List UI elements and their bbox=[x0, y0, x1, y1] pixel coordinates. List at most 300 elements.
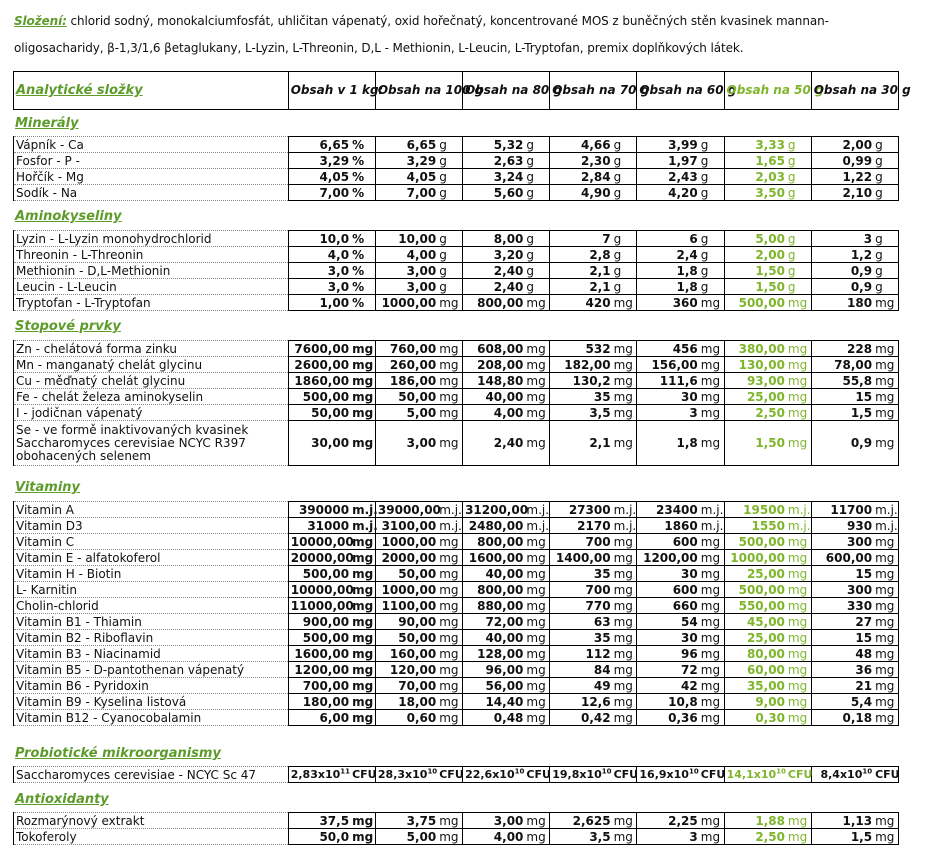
table-row bbox=[14, 829, 899, 845]
cell-unit: mg bbox=[874, 389, 898, 405]
table-row bbox=[14, 813, 899, 829]
cell-value: 1600,00 bbox=[463, 550, 526, 566]
cell-value: 3,24 bbox=[463, 169, 526, 185]
cell-unit: mg bbox=[525, 598, 549, 614]
cell-value: 1,8 bbox=[637, 421, 700, 466]
cell-value: 156,00 bbox=[637, 357, 700, 373]
cell-unit: mg bbox=[700, 630, 724, 646]
cell-unit: g bbox=[874, 185, 898, 201]
cell-unit: mg bbox=[351, 829, 375, 845]
cell-value: 6,00 bbox=[288, 710, 351, 726]
cell-unit: mg bbox=[438, 829, 462, 845]
cell-unit: mg bbox=[874, 357, 898, 373]
cell-unit: mg bbox=[438, 421, 462, 466]
cell-value: 1,50 bbox=[724, 421, 787, 466]
table-row bbox=[14, 534, 899, 550]
cell-value: 39000,00 bbox=[375, 502, 438, 518]
cell-unit: mg bbox=[525, 373, 549, 389]
cell-value: 4,00 bbox=[375, 247, 438, 263]
cell-value: 260,00 bbox=[375, 357, 438, 373]
cell-unit: g bbox=[525, 169, 549, 185]
cell-unit: mg bbox=[700, 614, 724, 630]
cell-value: 532 bbox=[550, 341, 613, 357]
cell-unit: mg bbox=[874, 694, 898, 710]
table-row bbox=[14, 263, 899, 279]
cell-value: 70,00 bbox=[375, 678, 438, 694]
cell-unit: mg bbox=[525, 662, 549, 678]
cell-unit: mg bbox=[874, 614, 898, 630]
cell-value: 23400 bbox=[637, 502, 700, 518]
cell-value: 1,8 bbox=[637, 279, 700, 295]
cell-value: 96,00 bbox=[463, 662, 526, 678]
cell-value: 35 bbox=[550, 630, 613, 646]
cell-value: 2,40 bbox=[463, 279, 526, 295]
cell-unit: mg bbox=[787, 373, 811, 389]
row-name: Vitamin H - Biotin bbox=[14, 566, 289, 582]
cell-value: 148,80 bbox=[463, 373, 526, 389]
cell-unit: mg bbox=[525, 582, 549, 598]
cell-unit: mg bbox=[438, 598, 462, 614]
cell-unit: mg bbox=[351, 598, 375, 614]
cell-value: 50,0 bbox=[288, 829, 351, 845]
cell-value: 42 bbox=[637, 678, 700, 694]
cell-value: 2,10 bbox=[811, 185, 874, 201]
cell-unit: mg bbox=[700, 405, 724, 421]
cell-unit: mg bbox=[351, 630, 375, 646]
table-row bbox=[14, 518, 899, 534]
cell-unit: mg bbox=[525, 710, 549, 726]
row-name: Cu - měďnatý chelát glycinu bbox=[14, 373, 289, 389]
cell-unit: mg bbox=[787, 582, 811, 598]
cell-unit: g bbox=[525, 247, 549, 263]
cell-value: 7 bbox=[550, 231, 613, 247]
cell-unit: g bbox=[700, 169, 724, 185]
cell-value: 10,8 bbox=[637, 694, 700, 710]
cell-unit: mg bbox=[351, 813, 375, 829]
cell-unit: g bbox=[787, 263, 811, 279]
cell-value: 5,00 bbox=[375, 829, 438, 845]
cell-unit: mg bbox=[874, 405, 898, 421]
cell-unit: mg bbox=[351, 646, 375, 662]
cell-value: 40,00 bbox=[463, 389, 526, 405]
cell-value: 50,00 bbox=[375, 630, 438, 646]
cell-unit: CFU bbox=[613, 767, 639, 781]
cell-unit: mg bbox=[351, 405, 375, 421]
cell-unit: mg bbox=[700, 373, 724, 389]
cell-value: 3,33 bbox=[724, 137, 787, 153]
cell-unit: mg bbox=[700, 710, 724, 726]
cell-value: 2,50 bbox=[724, 405, 787, 421]
cell-unit: mg bbox=[613, 813, 637, 829]
row-name: Vitamin A bbox=[14, 502, 289, 518]
cell-value: 2,4 bbox=[637, 247, 700, 263]
cell-value: 4,20 bbox=[637, 185, 700, 201]
cell-unit: mg bbox=[787, 341, 811, 357]
cell-value: 7600,00 bbox=[288, 341, 351, 357]
row-name: Methionin - D,L-Methionin bbox=[14, 263, 289, 279]
cell-value: $19,8x10^{10}$ bbox=[550, 767, 613, 783]
cell-value: 0,36 bbox=[637, 710, 700, 726]
cell-value: $22,6x10^{10}$ bbox=[463, 767, 526, 783]
table-row bbox=[14, 710, 899, 726]
cell-value: 1,5 bbox=[811, 405, 874, 421]
cell-unit: mg bbox=[613, 405, 637, 421]
cell-value: 180,00 bbox=[288, 694, 351, 710]
cell-value: 760,00 bbox=[375, 341, 438, 357]
cell-unit: mg bbox=[613, 598, 637, 614]
cell-unit: mg bbox=[438, 389, 462, 405]
cell-value: 84 bbox=[550, 662, 613, 678]
cell-value: 800,00 bbox=[463, 534, 526, 550]
cell-value: 1,22 bbox=[811, 169, 874, 185]
row-name: Saccharomyces cerevisiae - NCYC Sc 47 bbox=[14, 767, 289, 783]
cell-unit: mg bbox=[438, 662, 462, 678]
row-name: Tryptofan - L-Tryptofan bbox=[14, 295, 289, 311]
cell-value: 500,00 bbox=[288, 566, 351, 582]
cell-value: 30 bbox=[637, 630, 700, 646]
cell-value: 550,00 bbox=[724, 598, 787, 614]
cell-value: 0,9 bbox=[811, 421, 874, 466]
cell-unit: g bbox=[438, 279, 462, 295]
cell-value: 19500 bbox=[724, 502, 787, 518]
cell-value: 4,0 bbox=[288, 247, 351, 263]
cell-value: 27300 bbox=[550, 502, 613, 518]
cell-value: 2,00 bbox=[724, 247, 787, 263]
cell-unit: mg bbox=[613, 646, 637, 662]
cell-unit: mg bbox=[525, 630, 549, 646]
cell-value: 1400,00 bbox=[550, 550, 613, 566]
cell-unit: mg bbox=[874, 598, 898, 614]
cell-value: 10000,00 bbox=[288, 582, 351, 598]
cell-unit: g bbox=[787, 153, 811, 169]
cell-unit: mg bbox=[613, 630, 637, 646]
cell-value: 111,6 bbox=[637, 373, 700, 389]
cell-unit: mg bbox=[787, 421, 811, 466]
cell-unit: mg bbox=[438, 678, 462, 694]
cell-unit: mg bbox=[525, 646, 549, 662]
col-header-60g: Obsah na 60 g bbox=[637, 72, 724, 110]
cell-unit: mg bbox=[874, 646, 898, 662]
cell-value: 2,30 bbox=[550, 153, 613, 169]
cell-unit: mg bbox=[438, 710, 462, 726]
table-row bbox=[14, 231, 899, 247]
col-header-50g: Obsah na 50 g bbox=[724, 72, 811, 110]
cell-value: 50,00 bbox=[288, 405, 351, 421]
cell-unit: mg bbox=[874, 813, 898, 829]
cell-unit: CFU bbox=[352, 767, 377, 781]
row-name: Vitamin E - alfatokoferol bbox=[14, 550, 289, 566]
cell-unit: m.j. bbox=[526, 502, 550, 517]
cell-unit: mg bbox=[613, 550, 637, 566]
cell-value: 3,29 bbox=[375, 153, 438, 169]
cell-unit: CFU bbox=[700, 767, 726, 781]
row-name: Vitamin B5 - D-pantothenan vápenatý bbox=[14, 662, 289, 678]
cell-value: 31200,00 bbox=[463, 502, 526, 518]
cell-value: 3,50 bbox=[724, 185, 787, 201]
cell-unit: g bbox=[700, 231, 724, 247]
cell-unit: mg bbox=[700, 357, 724, 373]
cell-value: 800,00 bbox=[463, 582, 526, 598]
cell-unit: mg bbox=[613, 662, 637, 678]
cell-unit: % bbox=[351, 137, 375, 153]
amino-acids-table bbox=[13, 230, 899, 311]
cell-unit: mg bbox=[613, 614, 637, 630]
cell-unit: mg bbox=[787, 534, 811, 550]
cell-value: 500,00 bbox=[288, 630, 351, 646]
cell-value: $8,4x10^{10}$ bbox=[811, 767, 874, 783]
cell-unit: g bbox=[700, 185, 724, 201]
table-row bbox=[14, 153, 899, 169]
section-title-stopove: Stopové prvky bbox=[15, 319, 121, 334]
cell-unit: CFU bbox=[787, 767, 813, 781]
cell-value: 1200,00 bbox=[637, 550, 700, 566]
cell-unit: g bbox=[874, 153, 898, 169]
cell-value: 6,65 bbox=[375, 137, 438, 153]
cell-value: 25,00 bbox=[724, 630, 787, 646]
cell-value: 112 bbox=[550, 646, 613, 662]
cell-value: 1000,00 bbox=[375, 582, 438, 598]
cell-unit: g bbox=[525, 279, 549, 295]
table-row bbox=[14, 373, 899, 389]
cell-unit: mg bbox=[525, 421, 549, 466]
row-name: Vitamin D3 bbox=[14, 518, 289, 534]
cell-unit: g bbox=[613, 153, 637, 169]
antioxidants-table bbox=[13, 812, 899, 845]
cell-unit: mg bbox=[874, 550, 898, 566]
table-row bbox=[14, 137, 899, 153]
cell-unit: mg bbox=[351, 694, 375, 710]
cell-value: $2,83x10^{11}$ bbox=[288, 767, 351, 783]
cell-unit: mg bbox=[700, 694, 724, 710]
cell-value: 37,5 bbox=[288, 813, 351, 829]
cell-value: 96 bbox=[637, 646, 700, 662]
cell-unit: % bbox=[351, 247, 375, 263]
cell-unit: mg bbox=[613, 421, 637, 466]
cell-unit: % bbox=[351, 185, 375, 201]
cell-value: 40,00 bbox=[463, 630, 526, 646]
cell-value: 0,60 bbox=[375, 710, 438, 726]
cell-value: 1,8 bbox=[637, 263, 700, 279]
cell-unit: g bbox=[787, 279, 811, 295]
cell-unit: mg bbox=[525, 829, 549, 845]
cell-unit: mg bbox=[787, 646, 811, 662]
col-header-70g: Obsah na 70 g bbox=[550, 72, 637, 110]
row-name: Vitamin B12 - Cyanocobalamin bbox=[14, 710, 289, 726]
cell-value: 3,20 bbox=[463, 247, 526, 263]
cell-value: 600,00 bbox=[811, 550, 874, 566]
cell-unit: mg bbox=[874, 678, 898, 694]
header-table bbox=[13, 71, 911, 110]
cell-unit: mg bbox=[438, 646, 462, 662]
row-name: Vitamin C bbox=[14, 534, 289, 550]
minerals-table bbox=[13, 136, 899, 201]
cell-value: 2480,00 bbox=[463, 518, 526, 534]
cell-unit: mg bbox=[438, 341, 462, 357]
cell-unit: m.j. bbox=[875, 502, 898, 517]
cell-unit: mg bbox=[613, 534, 637, 550]
cell-unit: g bbox=[874, 247, 898, 263]
exponent: 10 bbox=[601, 766, 612, 775]
section-title-mineraly: Minerály bbox=[15, 116, 79, 131]
cell-unit: mg bbox=[613, 357, 637, 373]
cell-unit: m.j. bbox=[700, 518, 724, 533]
cell-unit: mg bbox=[787, 405, 811, 421]
cell-value: 0,99 bbox=[811, 153, 874, 169]
cell-value: 1100,00 bbox=[375, 598, 438, 614]
cell-value: 20000,00 bbox=[288, 550, 351, 566]
cell-value: 700 bbox=[550, 534, 613, 550]
row-name: Cholin-chlorid bbox=[14, 598, 289, 614]
table-row bbox=[14, 247, 899, 263]
cell-unit: mg bbox=[874, 829, 898, 845]
cell-unit: g bbox=[613, 279, 637, 295]
cell-value: 25,00 bbox=[724, 389, 787, 405]
cell-unit: mg bbox=[351, 341, 375, 357]
row-name: L- Karnitin bbox=[14, 582, 289, 598]
cell-unit: CFU bbox=[439, 767, 464, 781]
cell-unit: m.j. bbox=[875, 518, 898, 533]
cell-value: 30 bbox=[637, 566, 700, 582]
cell-unit: mg bbox=[613, 829, 637, 845]
row-name: Se - ve formě inaktivovaných kvasinek Saccharomyces cerevisiae NCYC R397 obohacených selenem bbox=[14, 421, 289, 466]
cell-unit: mg bbox=[351, 389, 375, 405]
cell-value: 50,00 bbox=[375, 566, 438, 582]
cell-value: 4,00 bbox=[463, 405, 526, 421]
cell-unit: mg bbox=[351, 614, 375, 630]
cell-unit: mg bbox=[874, 582, 898, 598]
cell-value: 182,00 bbox=[550, 357, 613, 373]
cell-unit: g bbox=[438, 263, 462, 279]
row-name: Vápník - Ca bbox=[14, 137, 289, 153]
exponent: 11 bbox=[340, 766, 351, 775]
cell-value: 0,9 bbox=[811, 279, 874, 295]
cell-unit: mg bbox=[525, 295, 549, 311]
cell-unit: mg bbox=[351, 678, 375, 694]
cell-value: 2170 bbox=[550, 518, 613, 534]
cell-value: 3,0 bbox=[288, 263, 351, 279]
cell-unit: mg bbox=[438, 373, 462, 389]
cell-value: 45,00 bbox=[724, 614, 787, 630]
composition-body: chlorid sodný, monokalciumfosfát, uhličitan vápenatý, oxid hořečnatý, koncentrované MOS z buněčných stěn kvasinek mannan-oligosacharidy, β-1,3/1,6 βetaglukany, L-Lyzin, L-Threonin, D,L - Methionin, L-Leucin, L-Tryptofan, premix doplňkových látek. bbox=[14, 14, 829, 55]
cell-value: 0,48 bbox=[463, 710, 526, 726]
cell-unit: mg bbox=[438, 813, 462, 829]
composition-label: Složení: bbox=[14, 14, 67, 28]
cell-unit: mg bbox=[874, 710, 898, 726]
cell-unit: g bbox=[613, 247, 637, 263]
cell-value: 35 bbox=[550, 389, 613, 405]
row-name: Vitamin B3 - Niacinamid bbox=[14, 646, 289, 662]
cell-value: 3,29 bbox=[288, 153, 351, 169]
cell-unit: mg bbox=[700, 646, 724, 662]
cell-unit: g bbox=[438, 137, 462, 153]
cell-value: 10000,00 bbox=[288, 534, 351, 550]
cell-value: 54 bbox=[637, 614, 700, 630]
cell-value: 5,60 bbox=[463, 185, 526, 201]
cell-unit: mg bbox=[351, 373, 375, 389]
row-name: Leucin - L-Leucin bbox=[14, 279, 289, 295]
cell-unit: mg bbox=[613, 341, 637, 357]
table-row bbox=[14, 767, 899, 783]
cell-value: 7,00 bbox=[288, 185, 351, 201]
cell-unit: mg bbox=[874, 630, 898, 646]
exponent: 10 bbox=[688, 766, 699, 775]
cell-unit: mg bbox=[787, 614, 811, 630]
cell-unit: g bbox=[700, 247, 724, 263]
cell-value: 3100,00 bbox=[375, 518, 438, 534]
table-row bbox=[14, 295, 899, 311]
col-header-80g: Obsah na 80 g bbox=[463, 72, 550, 110]
cell-unit: mg bbox=[700, 813, 724, 829]
cell-value: 15 bbox=[811, 566, 874, 582]
cell-value: 3,99 bbox=[637, 137, 700, 153]
cell-value: 9,00 bbox=[724, 694, 787, 710]
cell-value: 4,00 bbox=[463, 829, 526, 845]
cell-unit: mg bbox=[438, 534, 462, 550]
cell-value: 18,00 bbox=[375, 694, 438, 710]
cell-unit: g bbox=[613, 263, 637, 279]
cell-unit: mg bbox=[700, 829, 724, 845]
cell-value: 300 bbox=[811, 582, 874, 598]
cell-unit: m.j. bbox=[352, 502, 378, 517]
cell-unit: mg bbox=[787, 295, 811, 311]
cell-unit: mg bbox=[438, 614, 462, 630]
cell-unit: % bbox=[351, 153, 375, 169]
cell-value: 1,65 bbox=[724, 153, 787, 169]
cell-value: 500,00 bbox=[288, 389, 351, 405]
cell-value: 5,4 bbox=[811, 694, 874, 710]
cell-value: 11700 bbox=[811, 502, 874, 518]
cell-value: 186,00 bbox=[375, 373, 438, 389]
cell-value: 1,13 bbox=[811, 813, 874, 829]
cell-value: 2,25 bbox=[637, 813, 700, 829]
cell-value: 1200,00 bbox=[288, 662, 351, 678]
row-name: Threonin - L-Threonin bbox=[14, 247, 289, 263]
cell-value: 500,00 bbox=[724, 295, 787, 311]
cell-unit: m.j. bbox=[352, 518, 378, 533]
cell-unit: mg bbox=[700, 550, 724, 566]
cell-unit: g bbox=[874, 279, 898, 295]
cell-value: 3,5 bbox=[550, 829, 613, 845]
cell-value: 0,42 bbox=[550, 710, 613, 726]
cell-unit: g bbox=[787, 231, 811, 247]
cell-value: 456 bbox=[637, 341, 700, 357]
cell-unit: mg bbox=[613, 566, 637, 582]
cell-unit: m.j. bbox=[700, 502, 724, 517]
col-header-1kg: Obsah v 1 kg: bbox=[288, 72, 375, 110]
cell-unit: g bbox=[787, 185, 811, 201]
exponent: 10 bbox=[776, 766, 786, 775]
row-name: Fe - chelát železa aminokyselin bbox=[14, 389, 289, 405]
cell-unit: CFU bbox=[875, 767, 900, 781]
cell-value: 2,1 bbox=[550, 263, 613, 279]
cell-unit: mg bbox=[438, 582, 462, 598]
cell-unit: mg bbox=[613, 295, 637, 311]
cell-unit: g bbox=[525, 185, 549, 201]
cell-unit: mg bbox=[351, 566, 375, 582]
row-name: Zn - chelátová forma zinku bbox=[14, 341, 289, 357]
cell-value: 800,00 bbox=[463, 295, 526, 311]
cell-unit: g bbox=[700, 153, 724, 169]
cell-unit: mg bbox=[787, 598, 811, 614]
row-name: I - jodičnan vápenatý bbox=[14, 405, 289, 421]
cell-value: 72 bbox=[637, 662, 700, 678]
cell-unit: % bbox=[351, 169, 375, 185]
cell-value: 500,00 bbox=[724, 582, 787, 598]
cell-unit: mg bbox=[787, 678, 811, 694]
row-name: Vitamin B6 - Pyridoxin bbox=[14, 678, 289, 694]
cell-unit: mg bbox=[525, 566, 549, 582]
cell-value: 4,05 bbox=[288, 169, 351, 185]
